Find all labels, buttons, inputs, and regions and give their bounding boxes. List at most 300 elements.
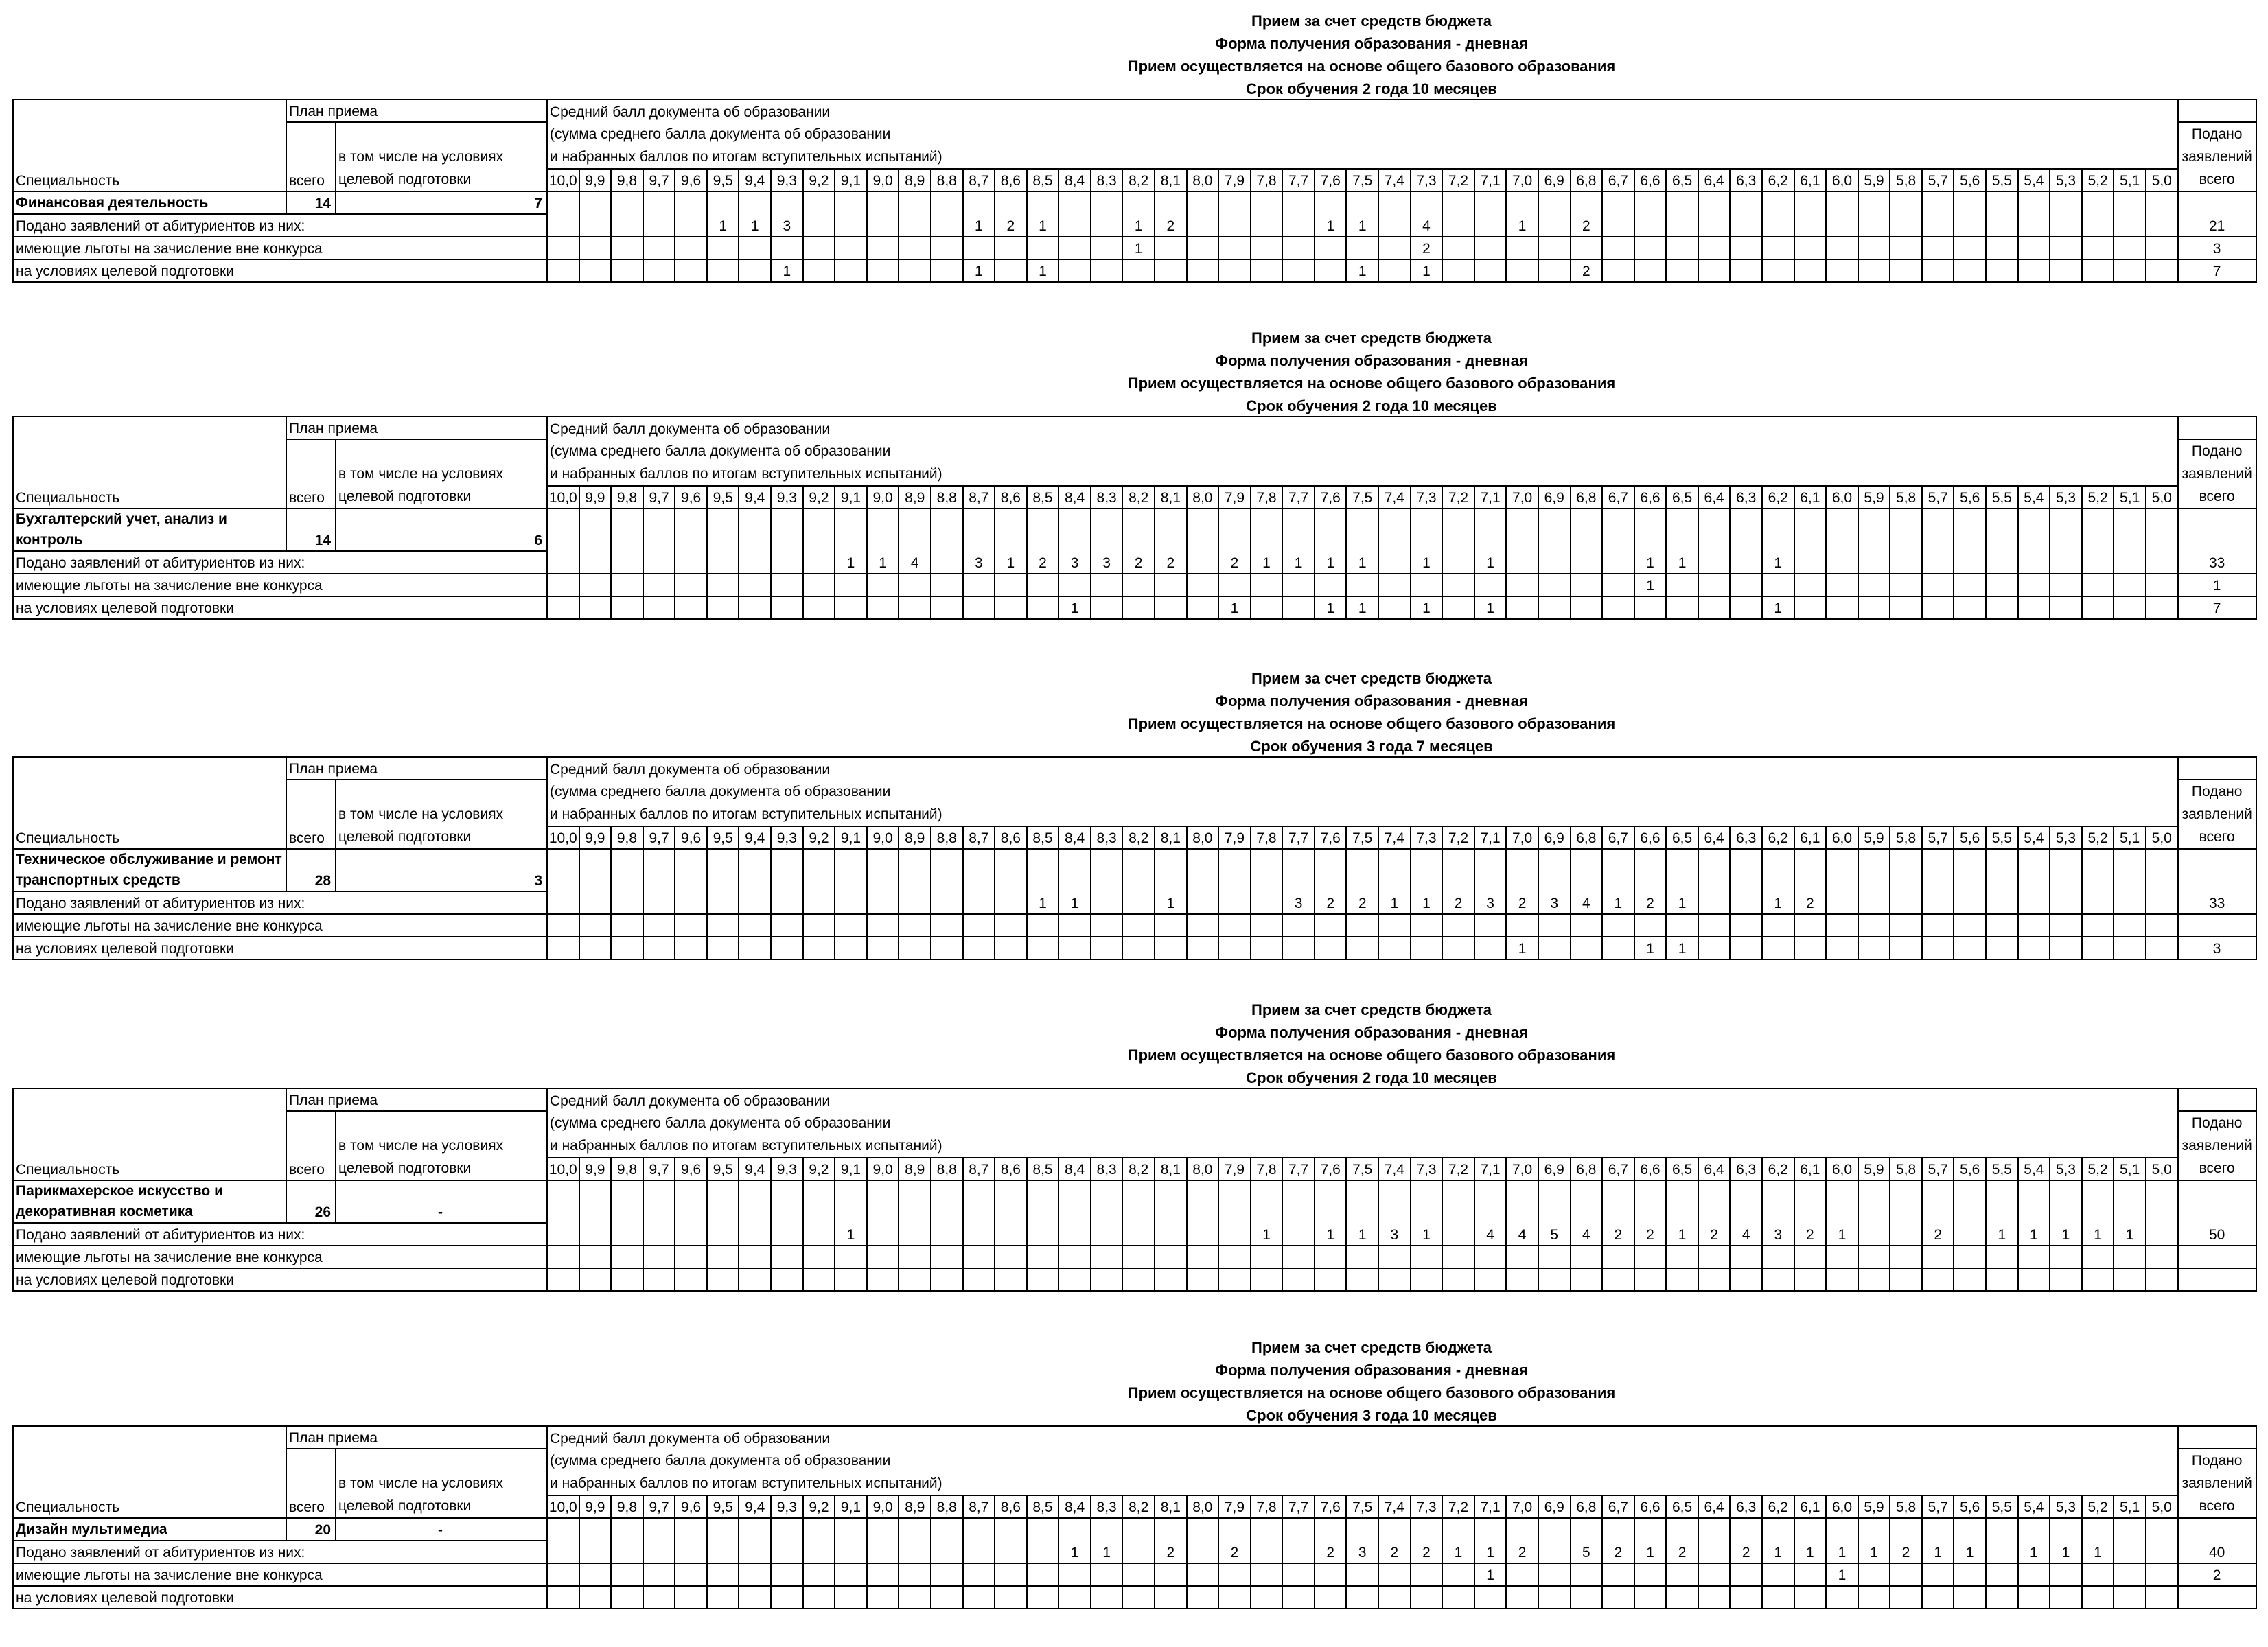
row-label: Подано заявлений от абитуриентов из них: bbox=[13, 891, 547, 914]
score-column-header: 9,1 bbox=[835, 486, 867, 509]
score-cell: 2 bbox=[1794, 1223, 1827, 1246]
submitted-total-cell: 33 bbox=[2178, 551, 2256, 574]
score-column-header: 9,6 bbox=[675, 1495, 707, 1518]
score-cell bbox=[803, 259, 835, 282]
score-cell bbox=[867, 1180, 899, 1223]
score-cell bbox=[1826, 509, 1858, 551]
score-cell bbox=[2082, 1180, 2114, 1223]
admission-block bbox=[12, 998, 2256, 1307]
score-cell: 2 bbox=[1315, 891, 1347, 914]
score-cell bbox=[1954, 574, 1986, 596]
score-column-header: 6,2 bbox=[1762, 1495, 1794, 1518]
avg-score-header-1: Средний балл документа об образовании bbox=[547, 417, 2178, 439]
score-cell: 1 bbox=[1666, 1223, 1698, 1246]
score-cell bbox=[1282, 1541, 1315, 1563]
data-row bbox=[13, 1563, 2256, 1586]
submitted-total-cell bbox=[2178, 509, 2256, 551]
score-cell bbox=[1218, 937, 1251, 959]
score-column-header: 9,2 bbox=[803, 486, 835, 509]
score-cell bbox=[1538, 191, 1571, 214]
score-cell bbox=[547, 509, 579, 551]
specialty-header bbox=[13, 100, 286, 191]
score-cell bbox=[1794, 849, 1827, 891]
score-cell: 1 bbox=[1346, 551, 1378, 574]
score-cell bbox=[1091, 237, 1123, 259]
avg-score-line-2: (сумма среднего балла документа об образовании bbox=[550, 783, 891, 799]
score-cell bbox=[1155, 1563, 1187, 1586]
score-cell bbox=[1378, 914, 1411, 937]
score-cell bbox=[579, 596, 612, 619]
score-cell bbox=[963, 1541, 995, 1563]
score-column-header: 6,1 bbox=[1794, 1495, 1827, 1518]
score-column-header: 5,5 bbox=[1986, 486, 2018, 509]
score-cell bbox=[2082, 891, 2114, 914]
score-column-header: 5,9 bbox=[1858, 1495, 1890, 1518]
score-column-header: 6,6 bbox=[1634, 486, 1667, 509]
score-cell bbox=[1602, 1518, 1634, 1541]
score-column-header: 8,2 bbox=[1122, 169, 1155, 191]
score-cell bbox=[1122, 1586, 1155, 1609]
score-cell bbox=[1730, 914, 1762, 937]
score-column-header: 5,3 bbox=[2050, 826, 2082, 849]
score-column-header: 7,1 bbox=[1474, 486, 1507, 509]
score-column-header: 6,4 bbox=[1698, 486, 1731, 509]
score-cell bbox=[1027, 937, 1059, 959]
score-cell bbox=[1954, 1563, 1986, 1586]
score-cell bbox=[1762, 914, 1794, 937]
data-row bbox=[13, 214, 2256, 237]
score-cell bbox=[1858, 891, 1890, 914]
score-column-header: 8,7 bbox=[963, 486, 995, 509]
score-cell bbox=[1187, 509, 1219, 551]
score-cell bbox=[1571, 596, 1603, 619]
score-column-header: 7,9 bbox=[1218, 1495, 1251, 1518]
score-cell: 1 bbox=[2114, 1223, 2146, 1246]
score-cell bbox=[835, 1586, 867, 1609]
submitted-header-top bbox=[2178, 100, 2256, 122]
score-cell bbox=[2082, 1563, 2114, 1586]
score-cell bbox=[1251, 849, 1283, 891]
score-column-header: 5,0 bbox=[2146, 486, 2178, 509]
score-cell bbox=[707, 1563, 739, 1586]
score-column-header: 10,0 bbox=[547, 169, 579, 191]
submitted-total-cell bbox=[2178, 1246, 2256, 1268]
specialty-name: Техническое обслуживание и ремонт транспортных средств bbox=[13, 849, 286, 891]
score-cell bbox=[579, 849, 612, 891]
score-column-header: 7,5 bbox=[1346, 486, 1378, 509]
score-cell bbox=[1986, 551, 2018, 574]
score-cell bbox=[803, 1268, 835, 1291]
score-column-header: 5,2 bbox=[2082, 826, 2114, 849]
score-cell bbox=[1122, 1180, 1155, 1223]
score-cell bbox=[1122, 849, 1155, 891]
score-cell bbox=[963, 937, 995, 959]
heading-line: Форма получения образования - дневная bbox=[1215, 35, 1528, 52]
score-column-header: 6,9 bbox=[1538, 1158, 1571, 1180]
score-cell bbox=[1922, 914, 1954, 937]
score-cell bbox=[1346, 937, 1378, 959]
score-cell bbox=[1890, 1268, 1922, 1291]
score-cell bbox=[1411, 1586, 1443, 1609]
score-cell bbox=[1762, 259, 1794, 282]
score-cell bbox=[643, 1268, 675, 1291]
score-cell bbox=[1027, 191, 1059, 214]
score-column-header: 6,4 bbox=[1698, 826, 1731, 849]
score-cell bbox=[611, 1246, 643, 1268]
avg-score-line-2: (сумма среднего балла документа об образовании bbox=[550, 443, 891, 459]
score-column-header: 5,9 bbox=[1858, 826, 1890, 849]
score-column-header: 5,7 bbox=[1922, 169, 1954, 191]
score-cell bbox=[1730, 509, 1762, 551]
score-cell bbox=[1538, 1563, 1571, 1586]
score-column-header: 5,9 bbox=[1858, 1158, 1890, 1180]
score-cell bbox=[1091, 509, 1123, 551]
score-cell bbox=[963, 1223, 995, 1246]
score-cell bbox=[931, 574, 963, 596]
score-cell bbox=[1218, 509, 1251, 551]
admission-table bbox=[12, 756, 2257, 960]
score-cell bbox=[1251, 1268, 1283, 1291]
score-cell bbox=[963, 596, 995, 619]
avg-score-line-3: и набранных баллов по итогам вступительных испытаний) bbox=[550, 465, 942, 482]
score-column-header: 5,1 bbox=[2114, 1495, 2146, 1518]
heading-line: Прием за счет средств бюджета bbox=[1251, 670, 1492, 687]
score-cell bbox=[2082, 574, 2114, 596]
score-cell bbox=[835, 1180, 867, 1223]
score-cell bbox=[1091, 1246, 1123, 1268]
score-column-header: 8,8 bbox=[931, 826, 963, 849]
score-cell: 1 bbox=[1218, 596, 1251, 619]
score-cell bbox=[771, 1541, 803, 1563]
score-cell bbox=[995, 596, 1027, 619]
score-cell bbox=[1187, 237, 1219, 259]
score-cell bbox=[1282, 937, 1315, 959]
score-column-header: 8,0 bbox=[1187, 1495, 1219, 1518]
heading-line: Срок обучения 2 года 10 месяцев bbox=[1246, 80, 1497, 97]
score-cell bbox=[1155, 1180, 1187, 1223]
score-cell bbox=[1315, 259, 1347, 282]
score-cell bbox=[2114, 937, 2146, 959]
score-column-header: 5,5 bbox=[1986, 169, 2018, 191]
score-cell bbox=[1794, 1563, 1827, 1586]
score-column-header: 8,6 bbox=[995, 169, 1027, 191]
score-cell bbox=[1666, 596, 1698, 619]
score-cell bbox=[643, 1541, 675, 1563]
score-cell bbox=[1474, 849, 1507, 891]
score-cell bbox=[1442, 1268, 1474, 1291]
score-cell bbox=[707, 551, 739, 574]
specialty-header bbox=[13, 1088, 286, 1180]
score-cell bbox=[1666, 1246, 1698, 1268]
score-column-header: 8,8 bbox=[931, 1495, 963, 1518]
score-cell bbox=[1091, 214, 1123, 237]
score-cell bbox=[1346, 914, 1378, 937]
score-cell bbox=[1602, 509, 1634, 551]
score-cell bbox=[739, 914, 771, 937]
score-cell bbox=[2050, 1586, 2082, 1609]
score-cell bbox=[707, 1586, 739, 1609]
score-cell bbox=[1442, 1563, 1474, 1586]
admission-block bbox=[12, 10, 2256, 318]
score-column-header: 9,2 bbox=[803, 1495, 835, 1518]
score-cell bbox=[1954, 914, 1986, 937]
score-column-header: 7,6 bbox=[1315, 1158, 1347, 1180]
plan-total-label: всего bbox=[289, 1162, 325, 1178]
score-cell bbox=[547, 914, 579, 937]
score-cell bbox=[2082, 509, 2114, 551]
score-column-header: 7,9 bbox=[1218, 169, 1251, 191]
score-column-header: 8,4 bbox=[1058, 486, 1091, 509]
score-cell bbox=[1922, 1586, 1954, 1609]
score-cell bbox=[1218, 1180, 1251, 1223]
score-cell bbox=[1027, 1223, 1059, 1246]
score-cell bbox=[1762, 191, 1794, 214]
score-column-header: 7,1 bbox=[1474, 1158, 1507, 1180]
score-cell bbox=[1315, 914, 1347, 937]
score-cell bbox=[675, 596, 707, 619]
score-cell bbox=[547, 1518, 579, 1541]
score-cell bbox=[707, 1180, 739, 1223]
score-column-header: 7,2 bbox=[1442, 169, 1474, 191]
submitted-total-cell: 2 bbox=[2178, 1563, 2256, 1586]
score-cell bbox=[1666, 259, 1698, 282]
score-cell bbox=[931, 1246, 963, 1268]
score-cell bbox=[771, 574, 803, 596]
score-cell bbox=[1378, 937, 1411, 959]
submitted-total-cell: 40 bbox=[2178, 1541, 2256, 1563]
score-cell bbox=[899, 1180, 931, 1223]
score-cell bbox=[547, 596, 579, 619]
score-cell bbox=[1954, 1223, 1986, 1246]
score-column-header: 7,6 bbox=[1315, 169, 1347, 191]
score-cell bbox=[995, 1563, 1027, 1586]
score-column-header: 6,4 bbox=[1698, 169, 1731, 191]
score-cell bbox=[1666, 1586, 1698, 1609]
score-cell bbox=[1986, 849, 2018, 891]
score-cell: 1 bbox=[1315, 596, 1347, 619]
score-cell bbox=[1794, 574, 1827, 596]
score-cell bbox=[835, 509, 867, 551]
score-cell bbox=[547, 1586, 579, 1609]
score-cell: 3 bbox=[963, 551, 995, 574]
specialty-header bbox=[13, 1426, 286, 1518]
score-cell bbox=[1730, 1246, 1762, 1268]
score-cell bbox=[2018, 1246, 2050, 1268]
data-row bbox=[13, 1268, 2256, 1291]
score-column-header: 5,8 bbox=[1890, 826, 1922, 849]
score-cell bbox=[1091, 849, 1123, 891]
score-cell bbox=[579, 1180, 612, 1223]
plan-header: План приема bbox=[286, 1088, 547, 1111]
data-row bbox=[13, 259, 2256, 282]
score-cell bbox=[1538, 1541, 1571, 1563]
score-cell bbox=[1762, 237, 1794, 259]
score-column-header: 9,8 bbox=[611, 1495, 643, 1518]
score-column-header: 7,0 bbox=[1506, 1158, 1538, 1180]
score-cell bbox=[611, 237, 643, 259]
score-cell bbox=[2114, 1180, 2146, 1223]
score-cell bbox=[867, 1518, 899, 1541]
score-column-header: 7,8 bbox=[1251, 826, 1283, 849]
score-column-header: 5,1 bbox=[2114, 826, 2146, 849]
score-cell bbox=[1890, 1563, 1922, 1586]
score-cell bbox=[2146, 574, 2178, 596]
score-column-header: 8,2 bbox=[1122, 486, 1155, 509]
score-cell bbox=[1122, 1223, 1155, 1246]
score-cell bbox=[1602, 1563, 1634, 1586]
score-column-header: 6,3 bbox=[1730, 1495, 1762, 1518]
score-cell: 3 bbox=[1762, 1223, 1794, 1246]
score-cell: 2 bbox=[1411, 237, 1443, 259]
score-column-header: 6,0 bbox=[1826, 1158, 1858, 1180]
score-cell bbox=[1091, 1586, 1123, 1609]
score-cell bbox=[611, 1180, 643, 1223]
admission-table bbox=[12, 1425, 2257, 1609]
score-cell bbox=[1666, 214, 1698, 237]
score-cell bbox=[1794, 509, 1827, 551]
score-column-header: 5,1 bbox=[2114, 169, 2146, 191]
score-cell bbox=[771, 891, 803, 914]
score-cell bbox=[2146, 1223, 2178, 1246]
plan-total-value: 26 bbox=[286, 1180, 336, 1223]
score-cell bbox=[963, 1180, 995, 1223]
score-column-header: 7,5 bbox=[1346, 826, 1378, 849]
score-column-header: 6,8 bbox=[1571, 826, 1603, 849]
score-cell bbox=[931, 1518, 963, 1541]
score-cell: 2 bbox=[1155, 551, 1187, 574]
score-column-header: 7,0 bbox=[1506, 1495, 1538, 1518]
score-cell: 1 bbox=[1954, 1541, 1986, 1563]
heading-line: Форма получения образования - дневная bbox=[1215, 1024, 1528, 1041]
score-cell bbox=[1058, 509, 1091, 551]
score-cell bbox=[1474, 1518, 1507, 1541]
score-cell bbox=[1826, 1180, 1858, 1223]
score-cell bbox=[611, 1541, 643, 1563]
score-cell: 2 bbox=[1122, 551, 1155, 574]
score-cell bbox=[1602, 1268, 1634, 1291]
score-column-header: 8,2 bbox=[1122, 826, 1155, 849]
score-cell bbox=[931, 509, 963, 551]
score-cell bbox=[1315, 1563, 1347, 1586]
score-cell bbox=[1571, 1180, 1603, 1223]
plan-target-header: в том числе на условиях целевой подготовки bbox=[336, 1449, 547, 1518]
score-cell bbox=[579, 1223, 612, 1246]
score-cell bbox=[611, 214, 643, 237]
score-cell bbox=[2082, 259, 2114, 282]
score-cell bbox=[1571, 1563, 1603, 1586]
score-cell bbox=[1411, 937, 1443, 959]
score-cell bbox=[1858, 1246, 1890, 1268]
score-cell: 1 bbox=[1027, 891, 1059, 914]
score-cell bbox=[1922, 1518, 1954, 1541]
score-cell bbox=[1730, 551, 1762, 574]
score-cell bbox=[1858, 191, 1890, 214]
score-cell: 1 bbox=[1122, 237, 1155, 259]
score-cell bbox=[1315, 191, 1347, 214]
score-cell bbox=[579, 259, 612, 282]
score-cell bbox=[1602, 937, 1634, 959]
score-cell bbox=[1730, 1518, 1762, 1541]
score-cell bbox=[1890, 1223, 1922, 1246]
score-cell bbox=[835, 1541, 867, 1563]
score-cell bbox=[643, 891, 675, 914]
score-cell bbox=[611, 849, 643, 891]
score-cell bbox=[1251, 1541, 1283, 1563]
score-cell bbox=[867, 191, 899, 214]
score-cell bbox=[1218, 849, 1251, 891]
score-cell bbox=[1474, 937, 1507, 959]
score-cell bbox=[579, 237, 612, 259]
score-column-header: 9,7 bbox=[643, 826, 675, 849]
score-cell bbox=[1091, 259, 1123, 282]
score-column-header: 6,6 bbox=[1634, 1495, 1667, 1518]
score-cell: 1 bbox=[1027, 259, 1059, 282]
score-cell bbox=[899, 509, 931, 551]
score-cell bbox=[643, 259, 675, 282]
score-cell bbox=[611, 937, 643, 959]
score-cell bbox=[2114, 914, 2146, 937]
submitted-total-cell: 33 bbox=[2178, 891, 2256, 914]
score-cell bbox=[547, 551, 579, 574]
score-cell bbox=[707, 509, 739, 551]
score-cell bbox=[1538, 551, 1571, 574]
score-column-header: 7,3 bbox=[1411, 1158, 1443, 1180]
score-cell bbox=[675, 1586, 707, 1609]
score-column-header: 8,3 bbox=[1091, 169, 1123, 191]
score-cell bbox=[611, 1518, 643, 1541]
score-cell bbox=[1091, 914, 1123, 937]
score-cell bbox=[771, 1563, 803, 1586]
score-cell bbox=[1378, 1246, 1411, 1268]
score-cell bbox=[1858, 1586, 1890, 1609]
score-column-header: 8,9 bbox=[899, 1495, 931, 1518]
row-label: на условиях целевой подготовки bbox=[13, 259, 547, 282]
score-cell bbox=[1571, 1518, 1603, 1541]
score-cell: 1 bbox=[1411, 1223, 1443, 1246]
score-cell bbox=[675, 937, 707, 959]
specialty-name: Финансовая деятельность bbox=[13, 191, 286, 214]
score-cell: 1 bbox=[2050, 1223, 2082, 1246]
score-column-header: 5,4 bbox=[2018, 826, 2050, 849]
score-cell bbox=[1315, 1586, 1347, 1609]
score-cell bbox=[1315, 1268, 1347, 1291]
score-cell bbox=[547, 214, 579, 237]
row-label: имеющие льготы на зачисление вне конкурса bbox=[13, 1563, 547, 1586]
score-cell bbox=[2114, 1586, 2146, 1609]
score-cell bbox=[2114, 1563, 2146, 1586]
score-column-header: 7,1 bbox=[1474, 826, 1507, 849]
score-cell bbox=[675, 891, 707, 914]
score-cell: 1 bbox=[1634, 1541, 1667, 1563]
score-cell bbox=[675, 237, 707, 259]
score-cell bbox=[1954, 509, 1986, 551]
score-cell bbox=[1027, 1180, 1059, 1223]
score-column-header: 8,1 bbox=[1155, 1495, 1187, 1518]
score-cell bbox=[675, 1268, 707, 1291]
score-cell bbox=[1858, 1563, 1890, 1586]
score-cell bbox=[1506, 596, 1538, 619]
score-column-header: 6,1 bbox=[1794, 1158, 1827, 1180]
score-cell bbox=[579, 509, 612, 551]
score-cell bbox=[1411, 1180, 1443, 1223]
score-column-header: 5,4 bbox=[2018, 1495, 2050, 1518]
score-cell bbox=[899, 914, 931, 937]
score-cell bbox=[1251, 574, 1283, 596]
plan-total-header bbox=[286, 1449, 336, 1518]
score-cell bbox=[1890, 259, 1922, 282]
score-column-header: 6,9 bbox=[1538, 486, 1571, 509]
score-cell bbox=[1666, 509, 1698, 551]
